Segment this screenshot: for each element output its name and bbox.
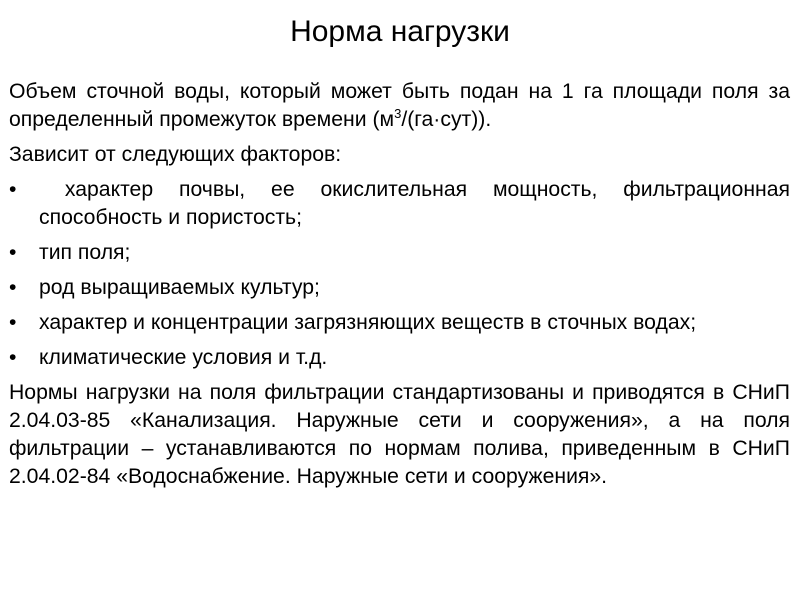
bullet-text: род выращиваемых культур; (39, 276, 320, 299)
bullet-icon: • (9, 346, 17, 369)
bullet-text: тип поля; (39, 241, 131, 264)
bullet-text: характер почвы, ее окислительная мощность, фильтрационная способность и пористость; (39, 178, 796, 229)
factors-heading: Зависит от следующих факторов: (9, 143, 342, 166)
list-item (9, 344, 790, 372)
slide-content (9, 78, 796, 491)
intro-text-part1: Объем сточной воды, который может быть подан на 1 га площади поля за определенный промежуток времени (м (9, 80, 790, 131)
bullet-icon: • (9, 311, 17, 334)
list-item (9, 239, 790, 267)
intro-paragraph (9, 78, 790, 134)
list-item (9, 274, 790, 302)
intro-text-part2: /(га·сут)). (401, 108, 492, 131)
slide-title: Норма нагрузки (290, 15, 510, 48)
bullet-text: характер и концентрации загрязняющих веществ в сточных водах; (39, 311, 697, 334)
factors-list (9, 176, 796, 372)
list-item (9, 309, 790, 337)
list-item (9, 176, 796, 232)
bullet-icon: • (9, 241, 17, 264)
bullet-icon: • (9, 276, 17, 299)
intro-exponent: 3 (394, 105, 402, 121)
bullet-text: климатические условия и т.д. (39, 346, 328, 369)
bullet-icon: • (9, 178, 17, 201)
norms-paragraph: Нормы нагрузки на поля фильтрации стандартизованы и приводятся в СНиП 2.04.03-85 «Канализация. Наружные сети и сооружения», а на поля фильтрации – устанавливаются по нормам полива, приведенным в СНиП 2.04.02-84 «Водоснабжение. Наружные сети и сооружения». (9, 381, 790, 488)
